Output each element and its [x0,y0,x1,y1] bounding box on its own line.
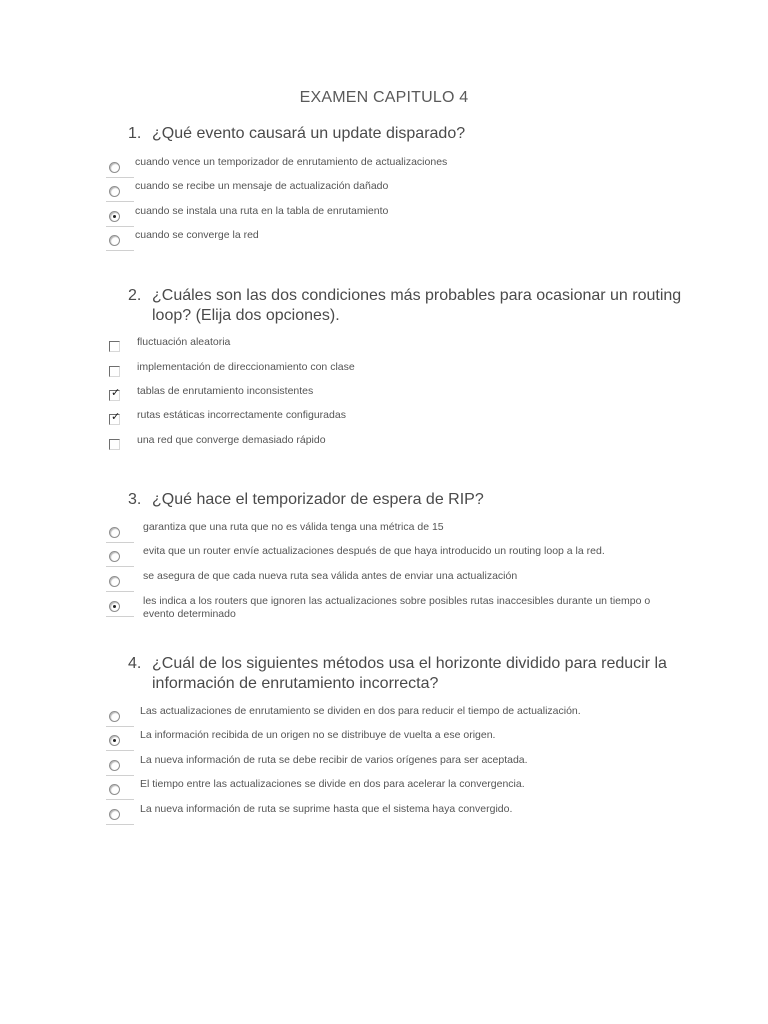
question-text: ¿Cuál de los siguientes métodos usa el horizonte dividido para reducir la información de enrutamiento incorrecta? [152,655,667,692]
option-label: evita que un router envíe actualizaciones después de que haya introducido un routing loop a la red. [143,545,605,557]
option-label: garantiza que una ruta que no es válida tenga una métrica de 15 [143,521,444,533]
checkbox-checked[interactable] [106,409,134,431]
option-label: una red que converge demasiado rápido [137,434,326,446]
option-label: La nueva información de ruta se debe recibir de varios orígenes para ser aceptada. [140,754,528,766]
option-label: cuando se converge la red [135,229,259,241]
option-label: El tiempo entre las actualizaciones se divide en dos para acelerar la convergencia. [140,778,525,790]
option-label: Las actualizaciones de enrutamiento se dividen en dos para reducir el tiempo de actualización. [140,705,581,717]
radio-button-selected[interactable] [106,729,134,751]
option-label: tablas de enrutamiento inconsistentes [137,385,314,397]
radio-button[interactable] [106,778,134,800]
option-label: La información recibida de un origen no se distribuye de vuelta a ese origen. [140,729,496,741]
option-label: se asegura de que cada nueva ruta sea válida antes de enviar una actualización [143,570,518,582]
option-label: fluctuación aleatoria [137,336,231,348]
option-label: les indica a los routers que ignoren las actualizaciones sobre posibles rutas inaccesibles durante un tiempo o evento determinado [143,595,651,620]
question-text: ¿Qué hace el temporizador de espera de RIP? [152,491,484,508]
question-1 [128,124,688,144]
question-number: 4. [128,655,142,672]
question-4 [128,654,688,694]
option-label: implementación de direccionamiento con clase [137,361,355,373]
question-number: 1. [128,125,142,142]
checkmark-icon: ✓ [111,386,121,399]
checkbox-checked[interactable] [106,385,134,407]
option-label: La nueva información de ruta se suprime hasta que el sistema haya convergido. [140,803,513,815]
question-3 [128,490,688,510]
radio-button-selected[interactable] [106,205,134,227]
radio-button[interactable] [106,229,134,251]
question-text: ¿Qué evento causará un update disparado? [152,125,466,142]
option-label: cuando se instala una ruta en la tabla de enrutamiento [135,205,389,217]
radio-button[interactable] [106,545,134,567]
radio-button-selected[interactable] [106,595,134,617]
radio-button[interactable] [106,705,134,727]
option-label: cuando vence un temporizador de enrutamiento de actualizaciones [135,156,448,168]
checkbox[interactable] [106,361,134,383]
checkbox[interactable] [106,336,134,358]
checkbox[interactable] [106,434,134,456]
radio-button[interactable] [106,570,134,592]
question-2 [128,286,688,326]
question-text: ¿Cuáles son las dos condiciones más probables para ocasionar un routing loop? (Elija dos opciones). [152,287,682,324]
option-label: rutas estáticas incorrectamente configuradas [137,409,346,421]
radio-button[interactable] [106,180,134,202]
radio-button[interactable] [106,803,134,825]
radio-button[interactable] [106,156,134,178]
option-label: cuando se recibe un mensaje de actualización dañado [135,180,389,192]
question-number: 3. [128,491,142,508]
question-number: 2. [128,287,142,304]
checkmark-icon: ✓ [111,410,121,423]
radio-button[interactable] [106,521,134,543]
page-title: EXAMEN CAPITULO 4 [299,89,469,106]
radio-button[interactable] [106,754,134,776]
